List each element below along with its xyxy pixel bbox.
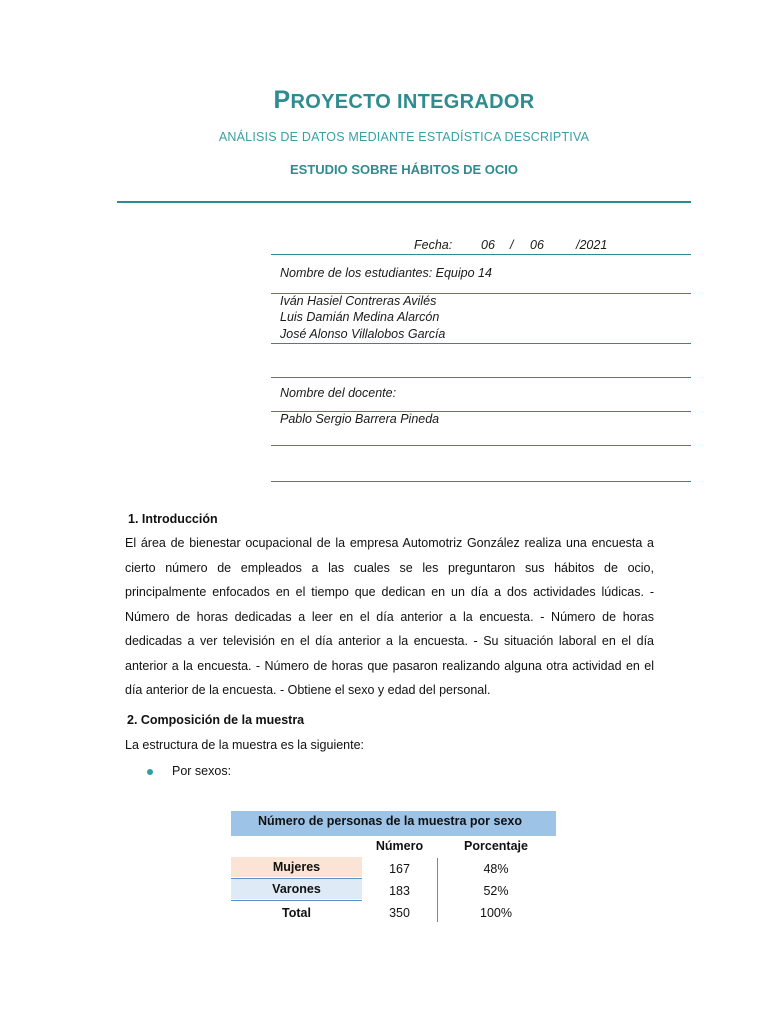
date-day: 06 <box>481 238 495 252</box>
document-subtitle: ANÁLISIS DE DATOS MEDIANTE ESTADÍSTICA DESCRIPTIVA <box>218 130 590 144</box>
form-line-students <box>271 343 691 344</box>
sample-heading: 2. Composición de la muestra <box>127 713 305 727</box>
bullet-by-sex: Por sexos: <box>172 764 232 778</box>
table-cell-mujeres-number: 167 <box>389 862 410 876</box>
date-year: /2021 <box>576 238 608 252</box>
title-divider <box>117 201 691 203</box>
students-label: Nombre de los estudiantes: Equipo 14 <box>280 266 492 280</box>
table-cell-total-percent: 100% <box>480 906 512 920</box>
table-title-bar <box>231 811 556 836</box>
table-title: Número de personas de la muestra por sexo <box>258 814 522 828</box>
table-row-divider-2 <box>231 900 362 901</box>
table-cell-varones-number: 183 <box>389 884 410 898</box>
teacher-label: Nombre del docente: <box>280 386 397 400</box>
title-first-letter: P <box>273 86 291 114</box>
student-name-3: José Alonso Villalobos García <box>280 327 446 341</box>
table-col-number: Número <box>375 839 424 853</box>
table-cell-total-number: 350 <box>389 906 410 920</box>
date-label: Fecha: <box>414 238 453 252</box>
student-name-2: Luis Damián Medina Alarcón <box>280 310 440 324</box>
table-cell-mujeres-percent: 48% <box>483 862 509 876</box>
form-line-empty-1 <box>271 377 691 378</box>
form-line-empty-2 <box>271 481 691 482</box>
document-study-title: ESTUDIO SOBRE HÁBITOS DE OCIO <box>289 162 518 177</box>
student-name-1: Iván Hasiel Contreras Avilés <box>280 294 437 308</box>
table-row-label-varones: Varones <box>272 882 321 896</box>
table-cell-varones-percent: 52% <box>483 884 509 898</box>
form-line-date <box>271 254 691 255</box>
teacher-name: Pablo Sergio Barrera Pineda <box>280 412 440 426</box>
document-title <box>0 86 768 115</box>
table-col-percent: Porcentaje <box>464 839 528 853</box>
intro-paragraph: El área de bienestar ocupacional de la empresa Automotriz González realiza una encuesta a cierto número de empleados a las cuales se les preguntaron sus hábitos de ocio, principalmente enfocados en el tiempo que dedican en un día a dos actividades lúdicas. - Número de horas dedicadas a leer en el día anterior a la encuesta. - Número de horas dedicadas a ver televisión en el día anterior a la encuesta. - Su situación laboral en el día anterior a la encuesta. - Número de horas que pasaron realizando alguna otra actividad en el día anterior de la encuesta. - Obtiene el sexo y edad del personal. <box>125 536 654 697</box>
table-row-label-mujeres: Mujeres <box>272 860 321 874</box>
table-row-label-total: Total <box>282 906 311 920</box>
bullet-icon <box>147 769 153 775</box>
intro-heading: 1. Introducción <box>128 512 218 526</box>
form-line-teacher <box>271 445 691 446</box>
date-month: 06 <box>530 238 544 252</box>
date-separator: / <box>510 238 514 252</box>
sample-intro-text: La estructura de la muestra es la siguiente: <box>125 738 365 752</box>
title-rest: ROYECTO INTEGRADOR <box>290 91 535 113</box>
